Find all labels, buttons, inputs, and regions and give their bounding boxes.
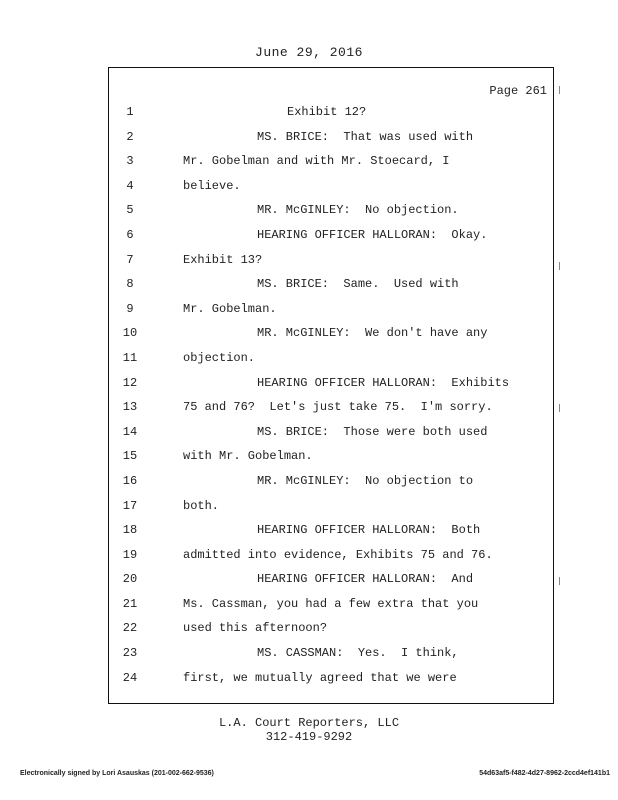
scan-edge-mark (556, 404, 560, 412)
line-text: Exhibit 12? (287, 105, 367, 119)
line-text: MS. BRICE: Those were both used (257, 424, 488, 439)
line-number: 22 (122, 621, 138, 636)
transcript-line (109, 666, 553, 691)
scan-edge-mark (556, 86, 560, 94)
line-number: 2 (126, 129, 134, 144)
transcript-line (109, 395, 553, 420)
line-number: 17 (122, 498, 138, 513)
transcript-lines (109, 100, 553, 690)
transcript-line (109, 297, 553, 322)
transcript-line (109, 469, 553, 494)
reporter-phone: 312-419-9292 (265, 730, 353, 744)
line-text: HEARING OFFICER HALLORAN: Exhibits (257, 375, 510, 390)
transcript-line (109, 100, 553, 125)
line-text: MS. BRICE: That was used with (257, 129, 474, 144)
line-number: 10 (122, 326, 138, 341)
transcript-date: June 29, 2016 (255, 45, 363, 60)
line-text: MR. McGINLEY: No objection. (257, 203, 459, 218)
line-text: MR. McGINLEY: We don't have any (257, 326, 488, 341)
transcript-line (109, 567, 553, 592)
line-text: Mr. Gobelman. (183, 301, 277, 316)
line-text: HEARING OFFICER HALLORAN: Both (257, 523, 481, 538)
line-text: HEARING OFFICER HALLORAN: And (257, 572, 474, 587)
line-number: 21 (122, 596, 138, 611)
line-number: 1 (126, 105, 134, 119)
line-text: 75 and 76? Let's just take 75. I'm sorry. (183, 400, 493, 415)
transcript-line (109, 272, 553, 297)
electronic-signature: Electronically signed by Lori Asauskas (201-002-662-9536) (20, 770, 214, 777)
transcript-line (109, 543, 553, 568)
line-text: Exhibit 13? (183, 252, 263, 267)
page-number: Page 261 (489, 84, 547, 98)
transcript-line (109, 321, 553, 346)
line-number: 6 (126, 227, 134, 242)
transcript-line (109, 494, 553, 519)
line-text: admitted into evidence, Exhibits 75 and 76. (183, 547, 493, 562)
transcript-line (109, 641, 553, 666)
transcript-line (109, 346, 553, 371)
transcript-line (109, 223, 553, 248)
line-number: 13 (122, 400, 138, 415)
line-number: 8 (126, 277, 134, 292)
line-number: 12 (122, 375, 138, 390)
transcript-line (109, 125, 553, 150)
transcript-line (109, 198, 553, 223)
reporter-company: L.A. Court Reporters, LLC (218, 716, 400, 730)
line-number: 3 (126, 154, 134, 169)
line-number: 23 (122, 646, 138, 661)
line-number: 15 (122, 449, 138, 464)
line-number: 11 (122, 350, 138, 365)
line-number: 7 (126, 252, 134, 267)
line-text: both. (183, 498, 220, 513)
transcript-line (109, 616, 553, 641)
line-number: 14 (122, 424, 138, 439)
transcript-line (109, 420, 553, 445)
line-number: 24 (122, 670, 138, 685)
line-number: 4 (126, 178, 134, 193)
line-text: Mr. Gobelman and with Mr. Stoecard, I (183, 154, 450, 169)
transcript-page-box (108, 67, 554, 704)
line-text: believe. (183, 178, 241, 193)
document-id: 54d63af5-f482-4d27-8962-2ccd4ef141b1 (479, 770, 610, 777)
transcript-line (109, 149, 553, 174)
transcript-line (109, 592, 553, 617)
transcript-line (109, 371, 553, 396)
line-text: objection. (183, 350, 256, 365)
line-number: 18 (122, 523, 138, 538)
line-text: first, we mutually agreed that we were (183, 670, 457, 685)
transcript-line (109, 248, 553, 273)
transcript-line (109, 444, 553, 469)
scan-edge-mark (556, 577, 560, 585)
line-number: 16 (122, 473, 138, 488)
line-text: HEARING OFFICER HALLORAN: Okay. (257, 227, 488, 242)
line-text: with Mr. Gobelman. (183, 449, 313, 464)
line-text: Ms. Cassman, you had a few extra that you (183, 596, 479, 611)
transcript-line (109, 174, 553, 199)
scan-edge-mark (556, 262, 560, 270)
line-text: used this afternoon? (183, 621, 328, 636)
line-number: 19 (122, 547, 138, 562)
line-number: 9 (126, 301, 134, 316)
line-number: 5 (126, 203, 134, 218)
line-text: MS. CASSMAN: Yes. I think, (257, 646, 459, 661)
reporter-footer (0, 716, 618, 744)
line-text: MS. BRICE: Same. Used with (257, 277, 459, 292)
line-number: 20 (122, 572, 138, 587)
line-text: MR. McGINLEY: No objection to (257, 473, 474, 488)
transcript-line (109, 518, 553, 543)
